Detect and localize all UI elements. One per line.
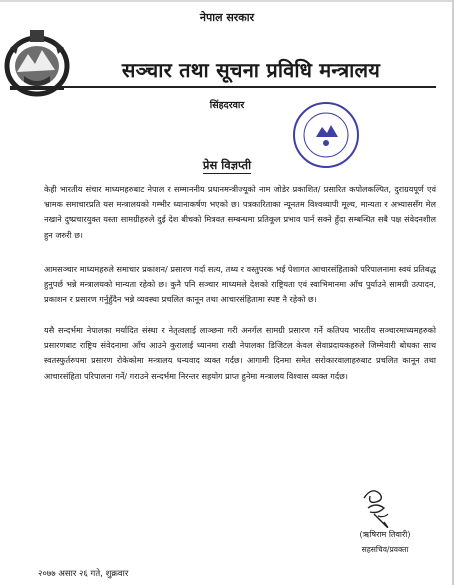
document-heading: प्रेस विज्ञप्ती <box>202 158 252 172</box>
office-location: सिंहदरवार <box>209 100 245 111</box>
paragraph-2: आमसञ्चार माध्यमहरुले समाचार प्रकाशन/ प्रसारण गर्दा सत्य, तथ्य र वस्तुपरक भई पेशागत आचारसंहिताको परिपालनामा स्वयं प्रतिबद्ध हुनुपर्छ भन्ने मन्त्रालयको मान्यता रहेको छ। कुनै पनि सञ्चार माध्यमले देशको राष्ट्रियता एवं स्वाभिमानमा आँच पुर्याउने सामग्री उत्पादन, प्रकाशन र प्रसारण गर्नुहुँदैन भन्ने व्यवस्था प्रचलित कानून तथा आचारसंहितामा स्पष्ट नै रहेको छ। <box>44 264 436 305</box>
ministry-name: सञ्चार तथा सूचना प्रविधि मन्त्रालय <box>121 58 381 82</box>
header-rule <box>56 86 436 88</box>
signatory-title: सहसचिव/प्रवक्ता <box>361 545 409 554</box>
paragraph-1: केही भारतीय संचार माध्यमहरुबाट नेपाल र सम्माननीय प्रधानमन्त्रीज्यूको नाम जोडेर प्रकाशित/ प्रसारित कपोलकल्पित, दुराग्रयपूर्ण एवं भ्रामक समाचारप्रति यस मन्त्रालयको गम्भीर ध्यानाकर्षण भएको छ। पत्रकारिताका न्यूनतम विश्वव्यापी मूल्य, मान्यता र अभ्याससँग मेल नखाने दुष्प्रचारयुक्त यस्ता सामग्रीहरुले दुई देश बीचको मित्रवत सम्बन्धमा प्रतिकूल प्रभाव पार्न सक्ने हुँदा सम्बन्धित सबै पक्ष संवेदनशील हुन जरुरी छ। <box>44 184 436 240</box>
handwritten-signature <box>350 480 400 532</box>
issue-date: २०७७ असार २६ गते, शुक्रवार <box>38 569 129 579</box>
paragraph-3: यसै सन्दर्भमा नेपालका मर्यादित संस्था र नेतृत्वलाई लाञ्छना गरी अनर्गल सामग्री प्रसारण गर्ने कतिपय भारतीय सञ्चारमाध्यमहरुको प्रसारणबाट राष्ट्रिय संवेदनामा आँच आउने कुरालाई ध्यानमा राखी नेपालका डिजिटल केवल सेवाप्रदायकहरुले जिम्मेवारी बोधका साथ स्वतस्फुर्तरुपमा प्रसारण रोकेकोमा मन्त्रालय धन्यवाद व्यक्त गर्दछ। आगामी दिनमा समेत सरोकारवालाहरुबाट प्रचलित कानून तथा आचारसंहिता परिपालना गर्ने/ गराउने सन्दर्भमा निरन्तर सहयोग प्राप्त हुनेमा मन्त्रालय विश्वास व्यक्त गर्दछ। <box>44 325 436 381</box>
scan-edge-top <box>0 0 454 2</box>
government-name: नेपाल सरकार <box>199 11 255 24</box>
signatory-name: (ऋषिराम तिवारी) <box>359 530 411 539</box>
